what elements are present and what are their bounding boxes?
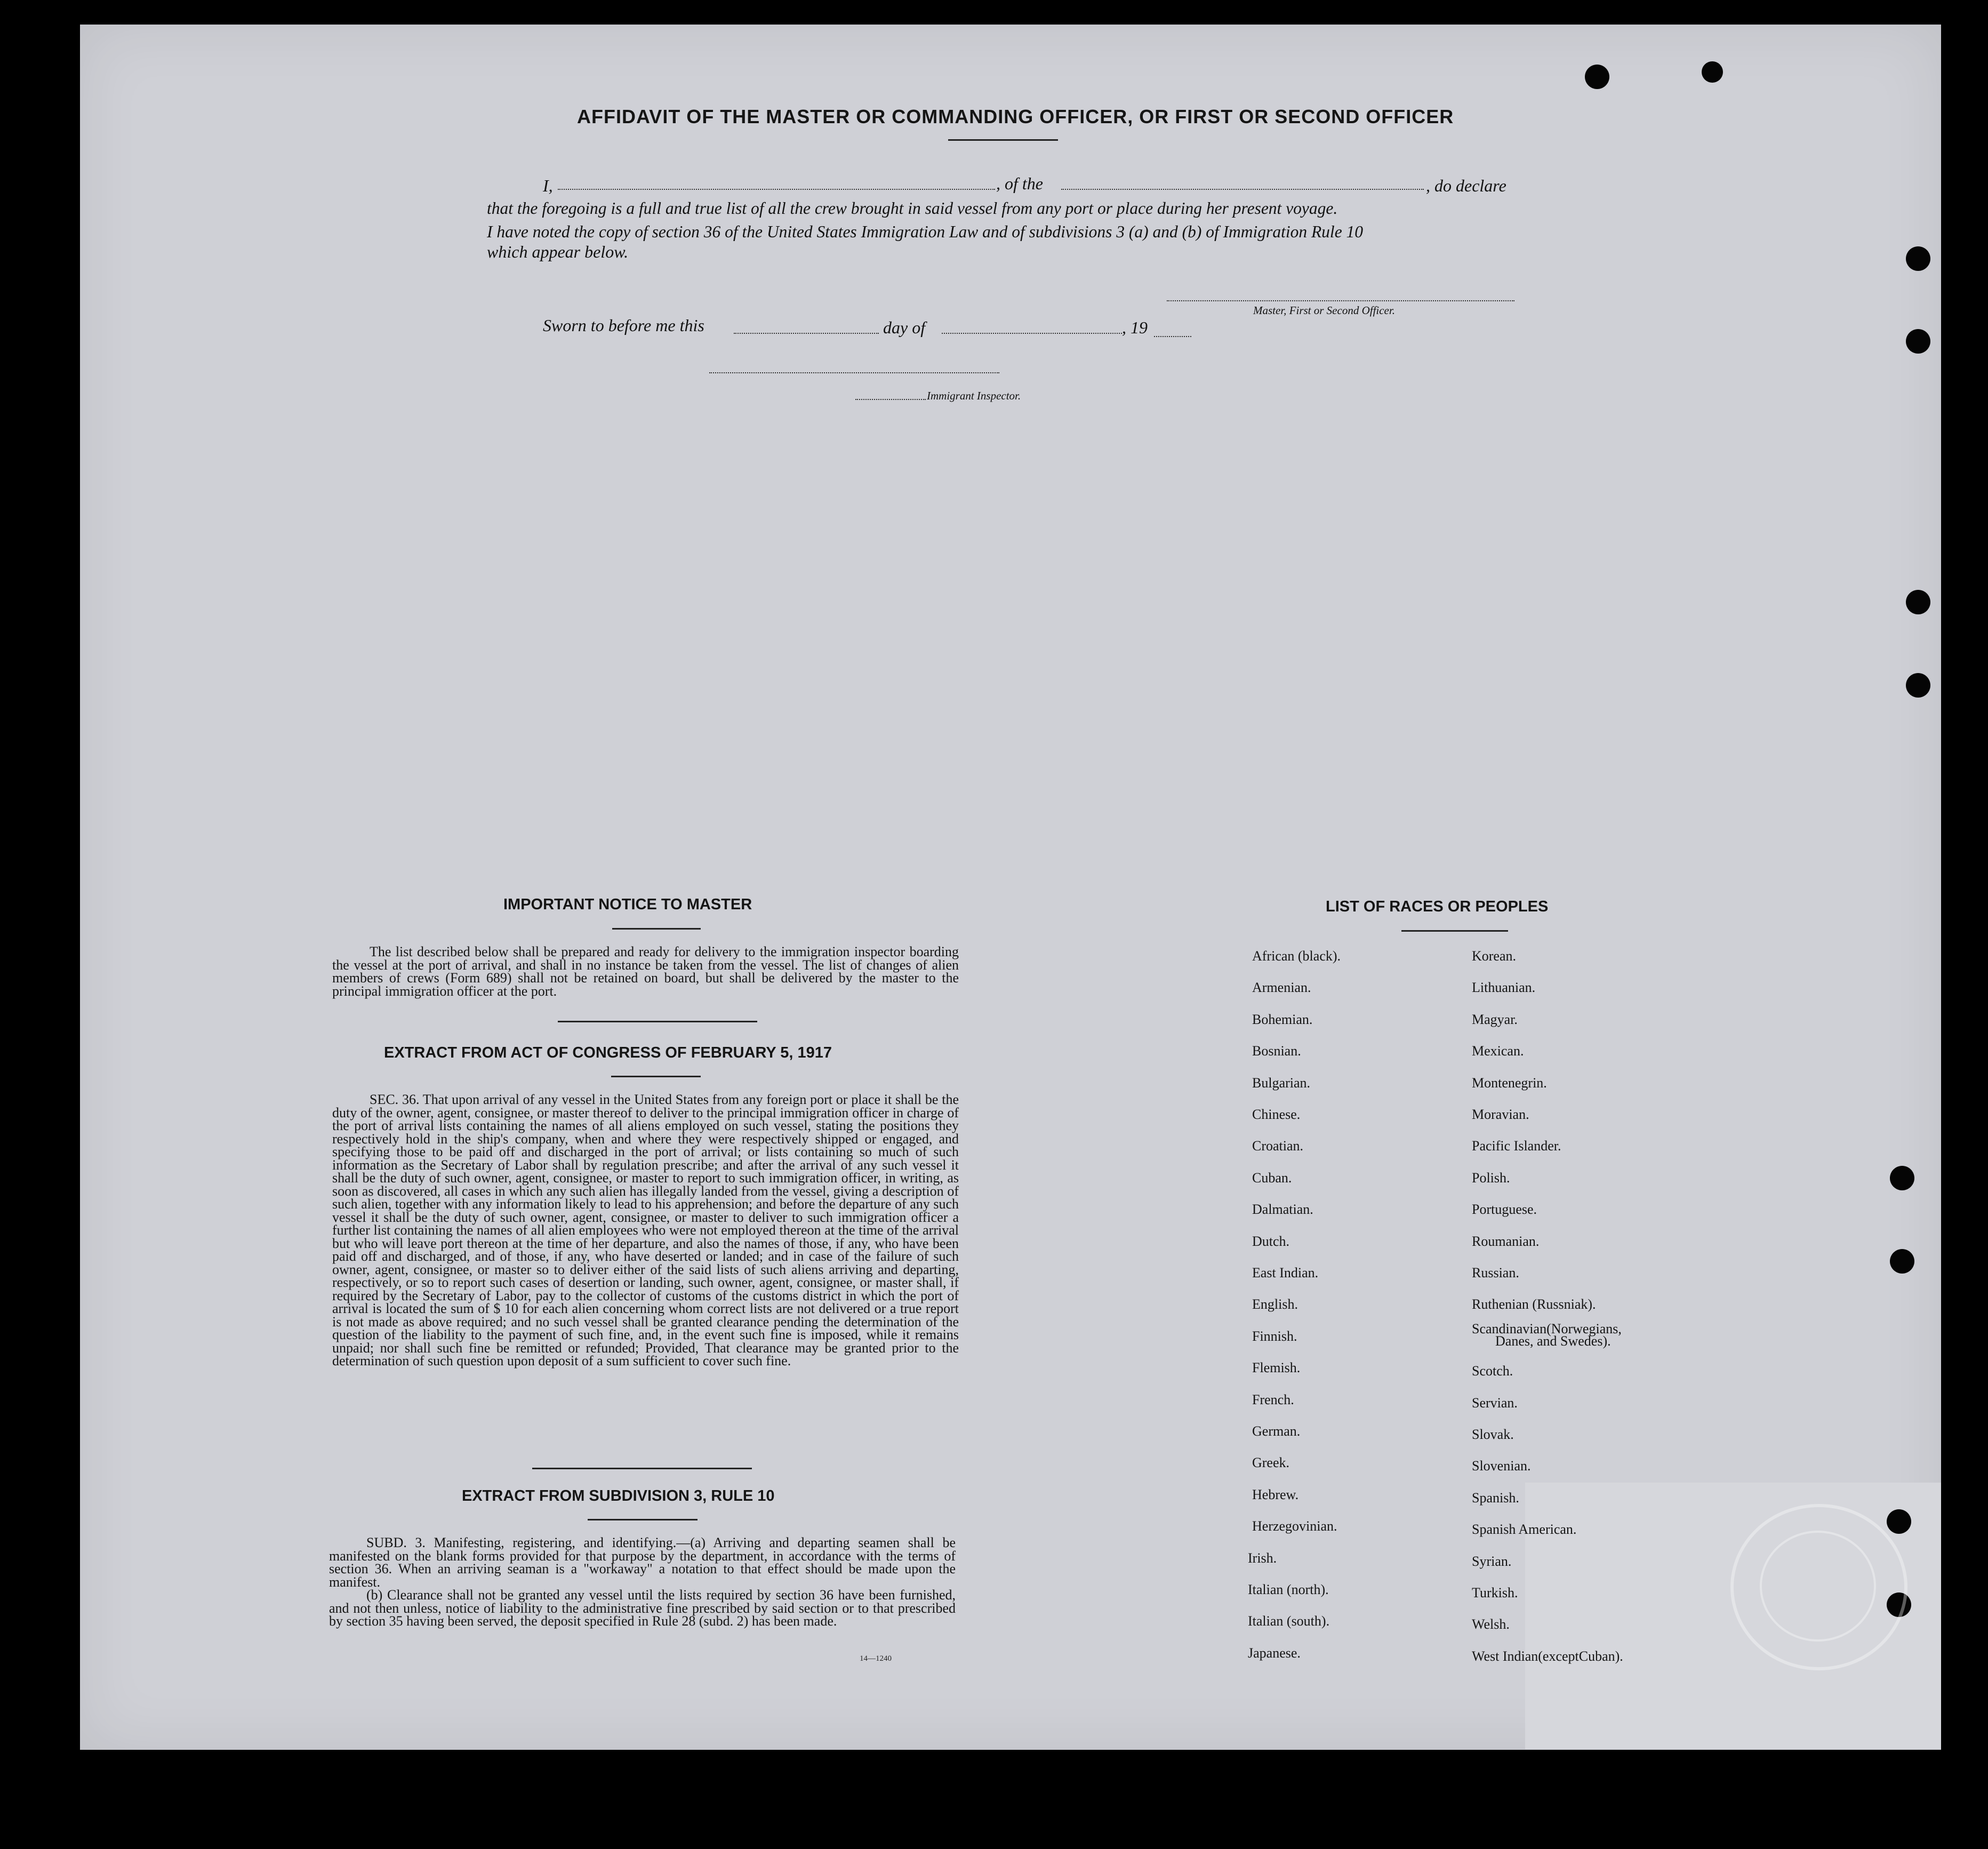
act-paragraph: SEC. 36. That upon arrival of any vessel in the United States from any foreign port or place it shall be the duty of the owner, agent, consignee, or master thereof to deliver to the principal immigration officer in charge of the port of arrival lists containing the names of all aliens employed on such vessel, stating the positions they respectively hold in the ship's company, when and where they were respectively shipped or engaged, and specifying those to be paid off and discharged in the port of arrival; or lists containing so much of such information as the Secretary of Labor shall by regulation prescribe; and after the arrival of any such vessel it shall be the duty of such owner, agent, consignee, or master to report to such immigration officer, in writing, as soon as discovered, all cases in which any such alien has illegally landed from the vessel, giving a description of such alien, together with any information likely to lead to his apprehension; and before the departure of any such vessel it shall be the duty of such owner, agent, consignee, or master to deliver to such immigration officer a further list containing the names of all alien employees who were not employed thereon at the time of the arrival but who will leave port thereon at the time of her departure, and also the names of those, if any, who have been paid off and discharged, and of those, if any, who have deserted or landed; and in case of the failure of such owner, agent, consignee, or master so to deliver either of the said lists of such aliens arriving and departing, respectively, or so to report such cases of desertion or landing, such owner, agent, consignee, or master shall, if required by the Secretary of Labor, pay to the collector of customs of the customs district in which the port of arrival is located the sum of $ 10 for each alien concerning whom correct lists are not delivered or a true report is not made as above required; and no such vessel shall be granted clearance pending the determination of the question of the liability to the payment of such fine, and, in the event such fine is imposed, while it remains unpaid; nor shall such fine be remitted or refunded; Provided, That clearance may be granted prior to the determination of such question upon deposit of a sum sufficient to cover such fine. <box>332 1092 959 1368</box>
sworn-year: , 19 <box>1122 318 1148 337</box>
punch-hole <box>1585 65 1609 89</box>
race-item: Pacific Islander. <box>1472 1138 1561 1154</box>
affidavit-i: I, <box>543 176 553 195</box>
punch-hole <box>1887 1509 1911 1534</box>
rule-text <box>329 1536 956 1628</box>
act-title-rule <box>611 1076 701 1077</box>
race-item: Moravian. <box>1472 1107 1529 1122</box>
sworn-prefix: Sworn to before me this <box>543 316 704 335</box>
affidavit-line3: I have noted the copy of section 36 of the United States Immigration Law and of subdivisions 3 (a) and (b) of Immigration Rule 10 <box>487 222 1364 241</box>
race-item: Japanese. <box>1248 1645 1301 1661</box>
race-item: Slovenian. <box>1472 1458 1531 1474</box>
race-item: Russian. <box>1472 1265 1519 1280</box>
race-item: Welsh. <box>1472 1616 1510 1632</box>
affidavit-line4: which appear below. <box>487 242 629 261</box>
race-item: Roumanian. <box>1472 1233 1540 1249</box>
rule-para-b: (b) Clearance shall not be granted any vessel until the lists required by section 36 have been furnished, and not then unless, notice of liability to the administrative fine prescribed by said section or to that prescribed by section 35 having been served, the deposit specified in Rule 28 (subd. 2) has been made. <box>329 1587 956 1629</box>
race-item: Portuguese. <box>1472 1202 1537 1218</box>
race-item-continuation: Danes, and Swedes). <box>1495 1333 1611 1349</box>
inspector-signature-blank[interactable] <box>709 372 999 373</box>
race-item: Croatian. <box>1252 1138 1304 1154</box>
race-item: Spanish American. <box>1472 1522 1577 1538</box>
act-text <box>332 1093 959 1368</box>
race-item: Korean. <box>1472 948 1517 964</box>
race-item: Armenian. <box>1252 980 1311 996</box>
races-title: LIST OF RACES OR PEOPLES <box>1326 898 1549 915</box>
race-item: Bohemian. <box>1252 1011 1313 1027</box>
affidavit-title-rule <box>948 139 1058 141</box>
notice-paragraph: The list described below shall be prepared and ready for delivery to the immigration inspector boarding the vessel at the port of arrival, and shall in no instance be taken from the vessel. The list of changes of alien members of crews (Form 689) shall not be retained on board, but shall be delivered by the master to the principal immigration officer at the port. <box>332 944 959 999</box>
embossed-seal-inner <box>1760 1531 1876 1642</box>
notice-text <box>332 946 959 998</box>
master-signature-label: Master, First or Second Officer. <box>1253 304 1395 317</box>
form-number: 14—1240 <box>860 1654 892 1663</box>
race-item: Finnish. <box>1252 1328 1297 1344</box>
rule-title-rule <box>588 1519 698 1520</box>
name-blank[interactable] <box>558 189 995 190</box>
race-item: Hebrew. <box>1252 1486 1299 1502</box>
punch-hole <box>1906 673 1930 698</box>
race-item: Bulgarian. <box>1252 1075 1311 1091</box>
sworn-day-blank[interactable] <box>734 333 879 334</box>
race-item: Turkish. <box>1472 1585 1518 1600</box>
race-item: African (black). <box>1252 948 1341 964</box>
punch-hole <box>1702 61 1723 83</box>
race-item: Chinese. <box>1252 1107 1301 1122</box>
race-item: Ruthenian (Russniak). <box>1472 1296 1596 1312</box>
race-item: Polish. <box>1472 1170 1510 1186</box>
sworn-month-blank[interactable] <box>942 333 1122 334</box>
rule-para-a: SUBD. 3. Manifesting, registering, and identifying.—(a) Arriving and departing seamen shall be manifested on the blank forms provided for that purpose by the department, in accordance with the terms of section 36. When an arriving seaman is a "workaway" a notation to that effect should be made upon the manifest. <box>329 1535 956 1590</box>
affidavit-title: AFFIDAVIT OF THE MASTER OR COMMANDING OFFICER, OR FIRST OR SECOND OFFICER <box>577 106 1454 127</box>
notice-title: IMPORTANT NOTICE TO MASTER <box>503 896 752 913</box>
affidavit-of-the: , of the <box>996 174 1043 193</box>
race-item: Spanish. <box>1472 1490 1519 1506</box>
races-title-rule <box>1401 930 1508 932</box>
race-item: Dutch. <box>1252 1233 1290 1249</box>
race-item: Lithuanian. <box>1472 980 1536 996</box>
race-item: Irish. <box>1248 1550 1277 1566</box>
race-item: Scotch. <box>1472 1363 1513 1379</box>
vessel-blank[interactable] <box>1061 189 1424 190</box>
race-item: German. <box>1252 1423 1301 1439</box>
race-item: Italian (south). <box>1248 1613 1330 1629</box>
race-item: Greek. <box>1252 1455 1290 1471</box>
punch-hole <box>1890 1166 1914 1190</box>
section-divider <box>558 1021 757 1022</box>
punch-hole <box>1906 590 1930 614</box>
sworn-year-blank[interactable] <box>1154 336 1191 337</box>
race-item: Cuban. <box>1252 1170 1292 1186</box>
punch-hole <box>1890 1249 1914 1274</box>
race-item: East Indian. <box>1252 1265 1319 1280</box>
inspector-label: Immigrant Inspector. <box>927 389 1021 402</box>
race-item: Magyar. <box>1472 1011 1518 1027</box>
race-item: Servian. <box>1472 1395 1518 1411</box>
race-item: Flemish. <box>1252 1360 1301 1376</box>
race-item: Mexican. <box>1472 1043 1524 1059</box>
race-item: Italian (north). <box>1248 1582 1329 1597</box>
section-divider <box>532 1468 752 1469</box>
race-item: English. <box>1252 1296 1298 1312</box>
punch-hole <box>1906 246 1930 271</box>
race-item: French. <box>1252 1391 1294 1407</box>
race-item: Slovak. <box>1472 1427 1514 1442</box>
race-item: Montenegrin. <box>1472 1075 1547 1091</box>
race-item: Bosnian. <box>1252 1043 1301 1059</box>
sworn-day-of: day of <box>883 318 926 337</box>
notice-title-rule <box>612 928 701 930</box>
affidavit-declare: , do declare <box>1426 176 1506 195</box>
act-title: EXTRACT FROM ACT OF CONGRESS OF FEBRUARY 5, 1917 <box>384 1044 832 1061</box>
race-item: Herzegovinian. <box>1252 1518 1337 1534</box>
race-item: West Indian(exceptCuban). <box>1472 1648 1623 1664</box>
affidavit-line2: that the foregoing is a full and true list of all the crew brought in said vessel from any port or place during her present voyage. <box>487 199 1338 218</box>
race-item: Syrian. <box>1472 1553 1512 1569</box>
race-item: Scandinavian(Norwegians, <box>1472 1320 1622 1336</box>
punch-hole <box>1906 329 1930 354</box>
race-item: Dalmatian. <box>1252 1202 1313 1218</box>
master-signature-blank[interactable] <box>1167 300 1514 301</box>
rule-title: EXTRACT FROM SUBDIVISION 3, RULE 10 <box>462 1487 775 1504</box>
inspector-dots <box>855 399 926 400</box>
